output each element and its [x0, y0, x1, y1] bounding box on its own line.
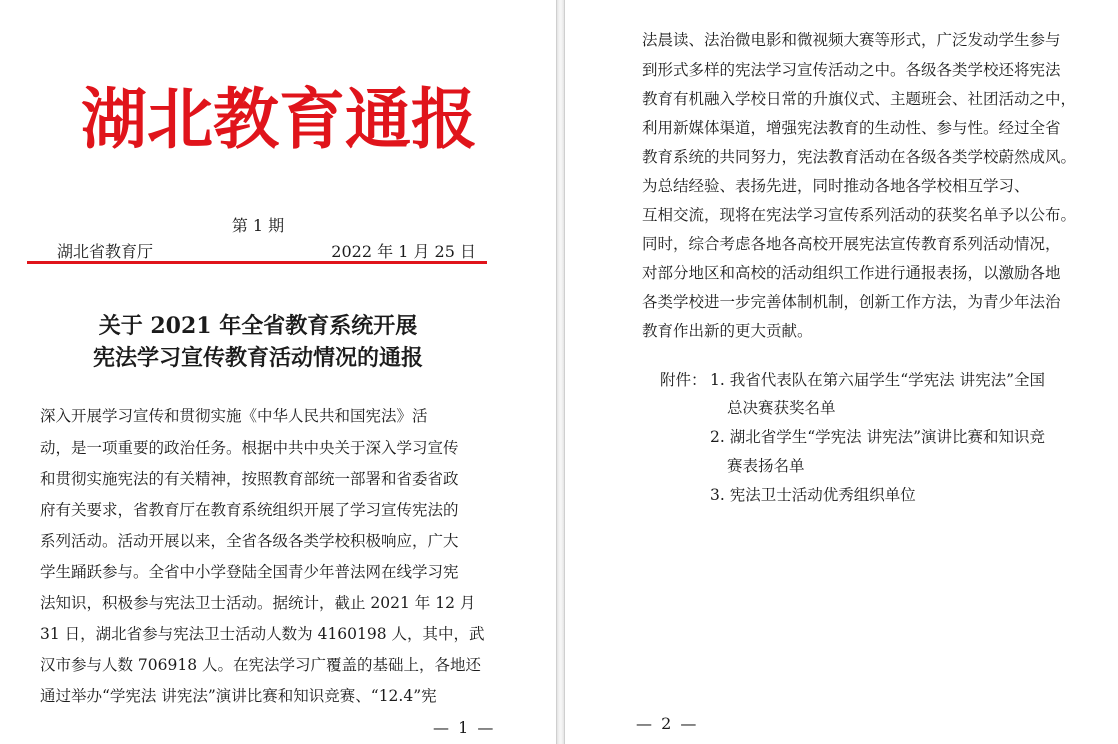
body-line: 通过举办“学宪法 讲宪法”演讲比赛和知识竞赛、“12.4”宪 [40, 687, 437, 705]
page-spread-gutter [556, 0, 565, 744]
body-line: 教育系统的共同努力，宪法教育活动在各级各类学校蔚然成风。 [642, 148, 1077, 166]
body-line: 利用新媒体渠道，增强宪法教育的生动性、参与性。经过全省 [642, 119, 1061, 137]
body-line: 教育作出新的更大贡献。 [642, 322, 813, 340]
document-page-1 [0, 0, 556, 744]
body-line: 和贯彻实施宪法的有关精神，按照教育部统一部署和省委省政 [40, 470, 459, 488]
body-line: 教育有机融入学校日常的升旗仪式、主题班会、社团活动之中， [642, 90, 1077, 108]
attachment-item-2: 2. 湖北省学生“学宪法 讲宪法”演讲比赛和知识竞 [710, 428, 1045, 446]
issue-date: 2022 年 1 月 25 日 [331, 242, 476, 261]
body-line: 汉市参与人数 706918 人。在宪法学习广覆盖的基础上，各地还 [40, 656, 482, 674]
body-line: 法知识，积极参与宪法卫士活动。据统计，截止 2021 年 12 月 [40, 594, 476, 612]
masthead-title: 湖北教育通报 [81, 80, 477, 158]
body-line: 互相交流，现将在宪法学习宣传系列活动的获奖名单予以公布。 [642, 206, 1077, 224]
attachments-label: 附件： [660, 371, 707, 389]
body-line: 府有关要求，省教育厅在教育系统组织开展了学习宣传宪法的 [40, 501, 459, 519]
body-line: 31 日，湖北省参与宪法卫士活动人数为 4160198 人，其中，武 [40, 625, 485, 643]
body-line: 深入开展学习宣传和贯彻实施《中华人民共和国宪法》活 [40, 407, 428, 425]
body-line: 同时，综合考虑各地各高校开展宪法宣传教育系列活动情况， [642, 235, 1061, 253]
document-title-line-2: 宪法学习宣传教育活动情况的通报 [92, 345, 423, 371]
body-line: 到形式多样的宪法学习宣传活动之中。各级各类学校还将宪法 [642, 61, 1061, 79]
body-line: 对部分地区和高校的活动组织工作进行通报表扬，以激励各地 [642, 264, 1061, 282]
issue-number: 第 1 期 [231, 216, 285, 235]
body-line: 为总结经验、表扬先进，同时推动各地各学校相互学习、 [642, 177, 1030, 195]
document-title-line-1: 关于 2021 年全省教育系统开展 [98, 313, 418, 339]
body-line: 系列活动。活动开展以来，全省各级各类学校积极响应，广大 [40, 532, 459, 550]
page-number-2: — 2 — [636, 714, 699, 733]
issuer-name: 湖北省教育厅 [57, 242, 154, 261]
document-page-2 [565, 0, 1118, 744]
body-line: 学生踊跃参与。全省中小学登陆全国青少年普法网在线学习宪 [40, 563, 459, 581]
page-number-1: — 1 — [433, 718, 496, 737]
body-line: 各类学校进一步完善体制机制，创新工作方法，为青少年法治 [642, 293, 1061, 311]
red-divider-line [27, 261, 487, 264]
attachment-item-2-cont: 赛表扬名单 [727, 457, 805, 475]
attachment-item-1-cont: 总决赛获奖名单 [727, 399, 836, 417]
attachment-item-1: 1. 我省代表队在第六届学生“学宪法 讲宪法”全国 [710, 371, 1045, 389]
body-line: 法晨读、法治微电影和微视频大赛等形式，广泛发动学生参与 [642, 31, 1061, 49]
body-line: 动，是一项重要的政治任务。根据中共中央关于深入学习宣传 [40, 439, 459, 457]
attachment-item-3: 3. 宪法卫士活动优秀组织单位 [710, 486, 916, 504]
